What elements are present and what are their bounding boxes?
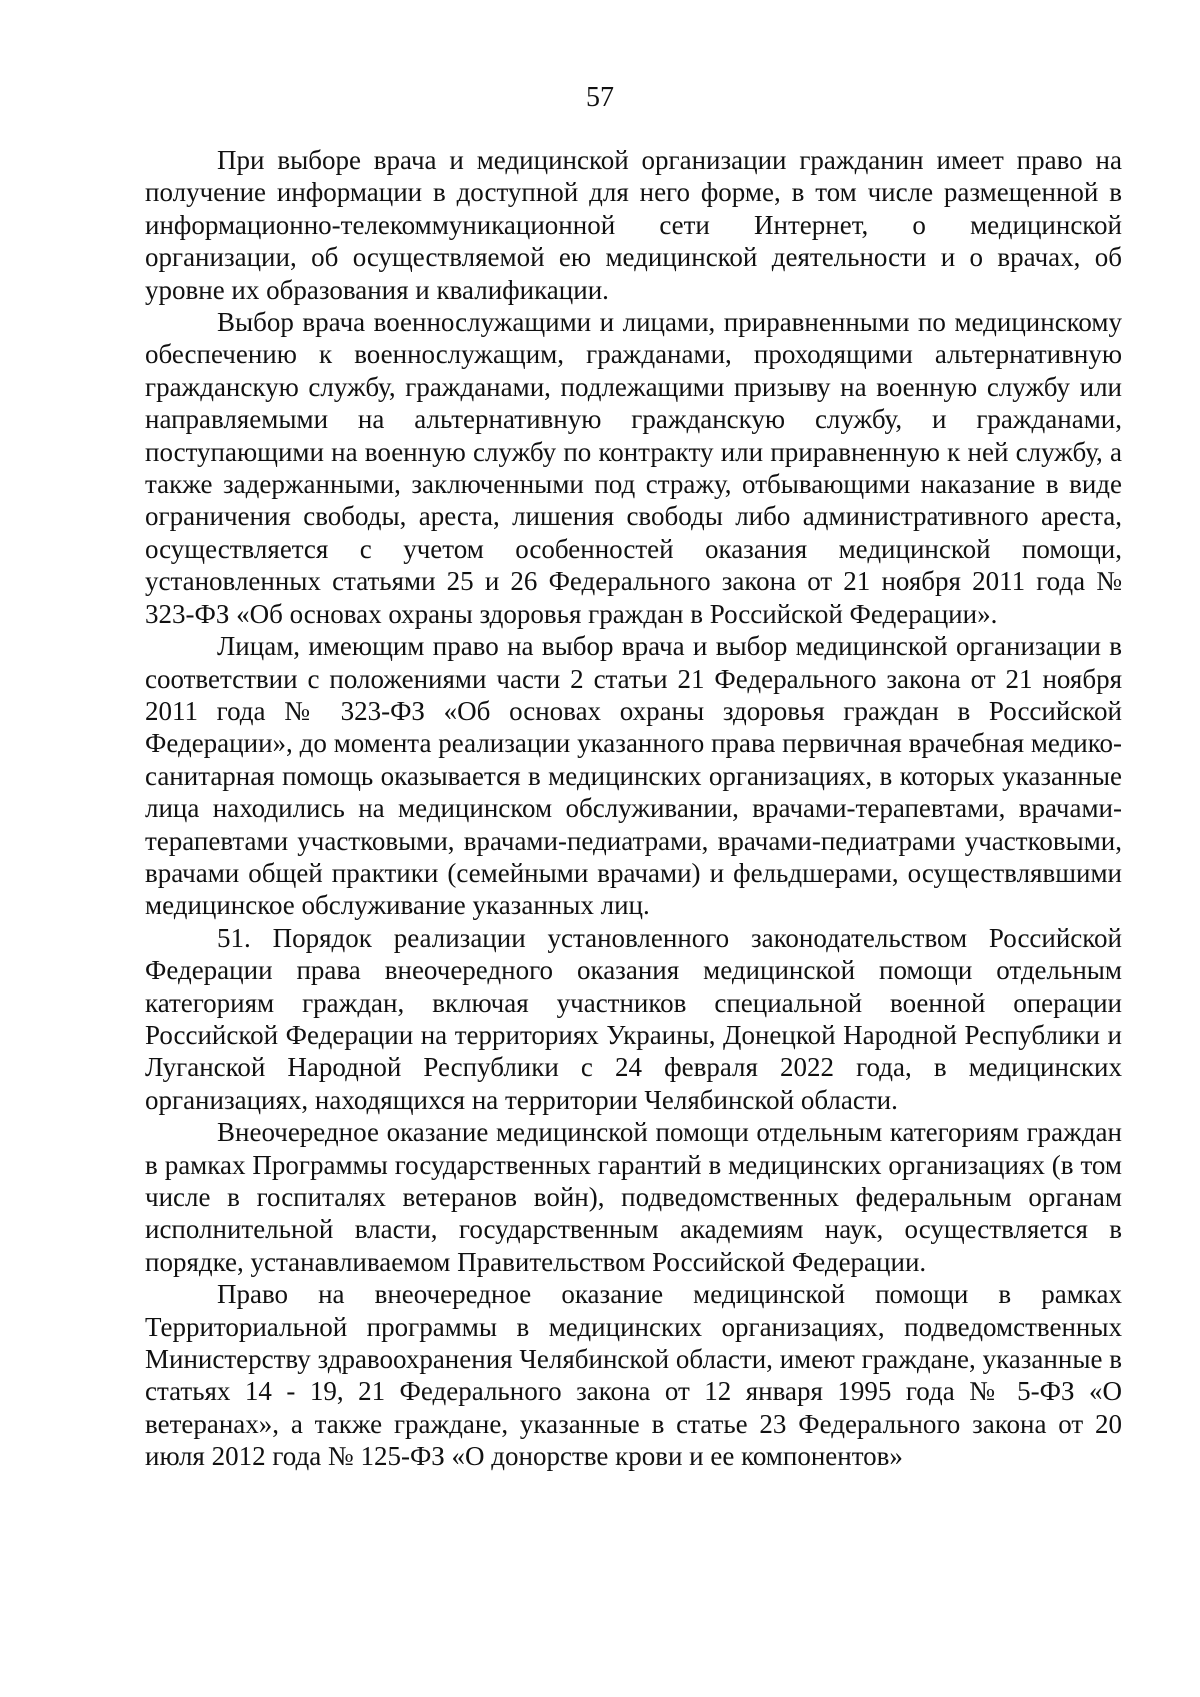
paragraph-primary-care-until-choice: Лицам, имеющим право на выбор врача и выбор медицинской организации в соответствии с положениями части 2 статьи 21 Федерального закона от 21 ноября 2011 года № 323-ФЗ «Об основах охраны здоровья граждан в Российской Федерации», до момента реализации указанного права первичная врачебная медико-санитарная помощь оказывается в медицинских организациях, в которых указанные лица находились на медицинском обслуживании, врачами-терапевтами, врачами-терапевтами участковыми, врачами-педиатрами, врачами-педиатрами участковыми, врачами общей практики (семейными врачами) и фельдшерами, осуществлявшими медицинское обслуживание указанных лиц. xyxy=(145,631,1122,921)
paragraph-priority-care-regional: Право на внеочередное оказание медицинской помощи в рамках Территориальной программы в медицинских организациях, подведомственных Министерству здравоохранения Челябинской области, имеют граждане, указанные в статьях 14 - 19, 21 Федерального закона от 12 января 1995 года № 5-ФЗ «О ветеранах», а также граждане, указанные в статье 23 Федерального закона от 20 июля 2012 года № 125-ФЗ «О донорстве крови и ее компонентов» xyxy=(145,1279,1122,1472)
paragraph-section-51-heading: 51. Порядок реализации установленного законодательством Российской Федерации права внеочередного оказания медицинской помощи отдельным категориям граждан, включая участников специальной военной операции Российской Федерации на территориях Украины, Донецкой Народной Республики и Луганской Народной Республики с 24 февраля 2022 года, в медицинских организациях, находящихся на территории Челябинской области. xyxy=(145,922,1122,1115)
document-body xyxy=(145,144,1122,1473)
paragraph-military-doctor-choice: Выбор врача военнослужащими и лицами, приравненными по медицинскому обеспечению к военнослужащим, гражданами, проходящими альтернативную гражданскую службу, гражданами, подлежащими призыву на военную службу или направляемыми на альтернативную гражданскую службу, и гражданами, поступающими на военную службу по контракту или приравненную к ней службу, а также задержанными, заключенными под стражу, отбывающими наказание в виде ограничения свободы, ареста, лишения свободы либо административного ареста, осуществляется с учетом особенностей оказания медицинской помощи, установленных статьями 25 и 26 Федерального закона от 21 ноября 2011 года № 323-ФЗ «Об основах охраны здоровья граждан в Российской Федерации». xyxy=(145,307,1122,629)
page-number: 57 xyxy=(586,82,614,113)
paragraph-priority-care-federal: Внеочередное оказание медицинской помощи отдельным категориям граждан в рамках Программы государственных гарантий в медицинских организациях (в том числе в госпиталях ветеранов войн), подведомственных федеральным органам исполнительной власти, государственным академиям наук, осуществляется в порядке, устанавливаемом Правительством Российской Федерации. xyxy=(145,1117,1122,1277)
paragraph-doctor-choice-information: При выборе врача и медицинской организации гражданин имеет право на получение информации в доступной для него форме, в том числе размещенной в информационно-телекоммуникационной сети Интернет, о медицинской организации, об осуществляемой ею медицинской деятельности и о врачах, об уровне их образования и квалификации. xyxy=(145,145,1122,305)
